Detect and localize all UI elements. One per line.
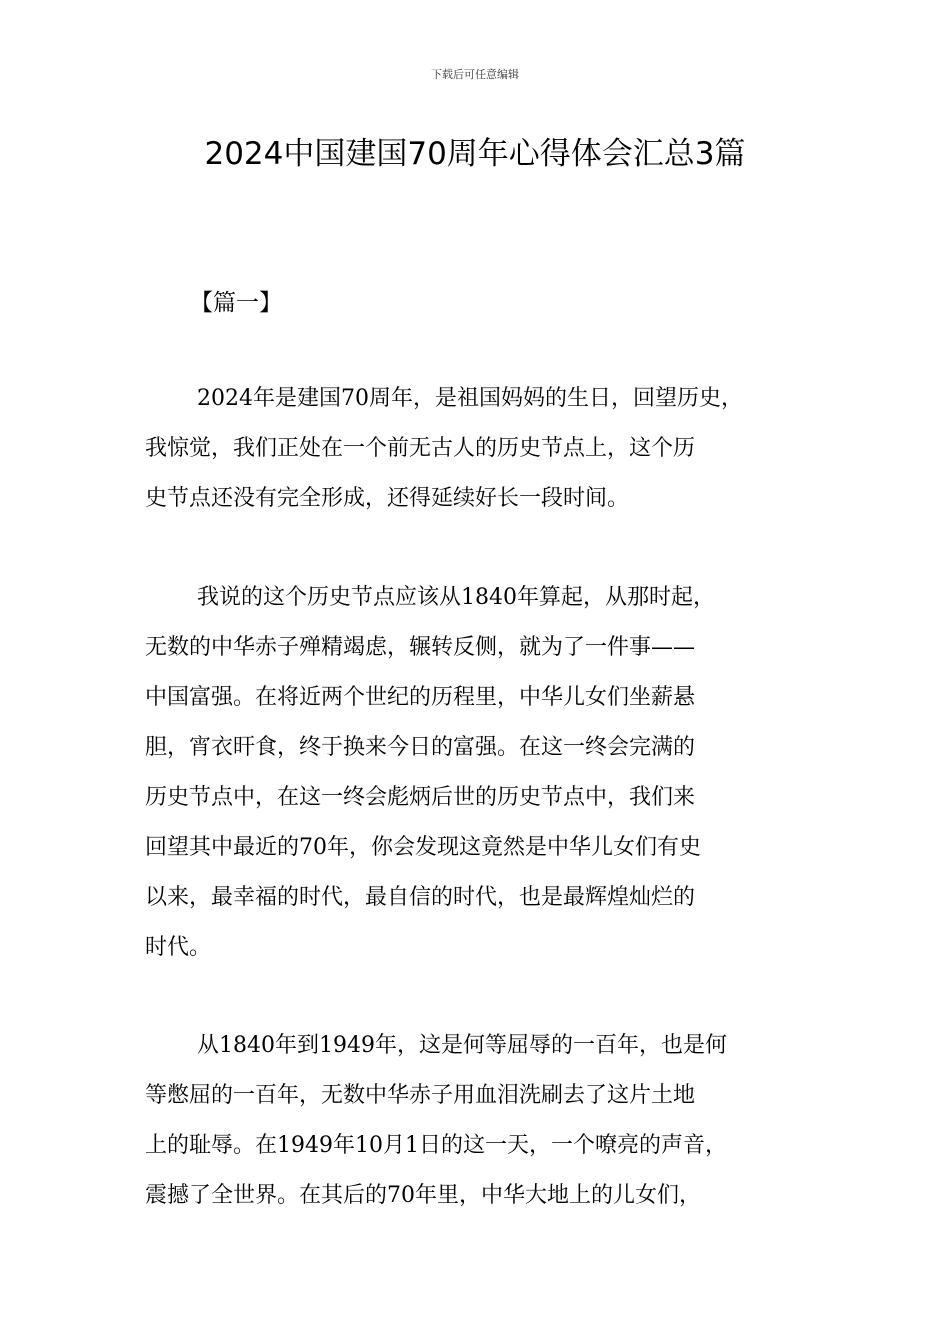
paragraph-line: 震撼了全世界。在其后的70年里，中华大地上的儿女们， — [145, 1183, 701, 1208]
paragraph-1 — [145, 374, 835, 524]
paragraph-line: 中国富强。在将近两个世纪的历程里，中华儿女们坐薪悬 — [145, 685, 696, 710]
paragraph-line: 史节点还没有完全形成，还得延续好长一段时间。 — [145, 486, 630, 511]
paragraph-3 — [145, 1021, 835, 1221]
paragraph-line: 时代。 — [145, 935, 212, 960]
paragraph-line: 从1840年到1949年，这是何等屈辱的一百年，也是何 — [197, 1033, 727, 1058]
paragraph-line: 以来，最幸福的时代，最自信的时代，也是最辉煌灿烂的 — [145, 885, 696, 910]
paragraph-line: 我说的这个历史节点应该从1840年算起，从那时起， — [197, 585, 715, 610]
paragraph-line: 2024年是建国70周年，是祖国妈妈的生日，回望历史， — [197, 386, 743, 411]
section-label: 【篇一】 — [190, 290, 282, 316]
page-title: 2024中国建国70周年心得体会汇总3篇 — [204, 136, 746, 172]
paragraph-line: 胆，宵衣旰食，终于换来今日的富强。在这一终会完满的 — [145, 735, 696, 760]
paragraph-line: 无数的中华赤子殚精竭虑，辗转反侧，就为了一件事—— — [145, 635, 696, 660]
paragraph-line: 我惊觉，我们正处在一个前无古人的历史节点上，这个历 — [145, 436, 696, 461]
paragraph-line: 等憋屈的一百年，无数中华赤子用血泪洗刷去了这片土地 — [145, 1083, 696, 1108]
paragraph-line: 回望其中最近的70年，你会发现这竟然是中华儿女们有史 — [145, 835, 701, 860]
paragraph-line: 上的耻辱。在1949年10月1日的这一天，一个嘹亮的声音， — [145, 1133, 727, 1158]
header-note: 下载后可任意编辑 — [431, 68, 519, 81]
paragraph-2 — [145, 573, 835, 973]
paragraph-line: 历史节点中，在这一终会彪炳后世的历史节点中，我们来 — [145, 785, 696, 810]
